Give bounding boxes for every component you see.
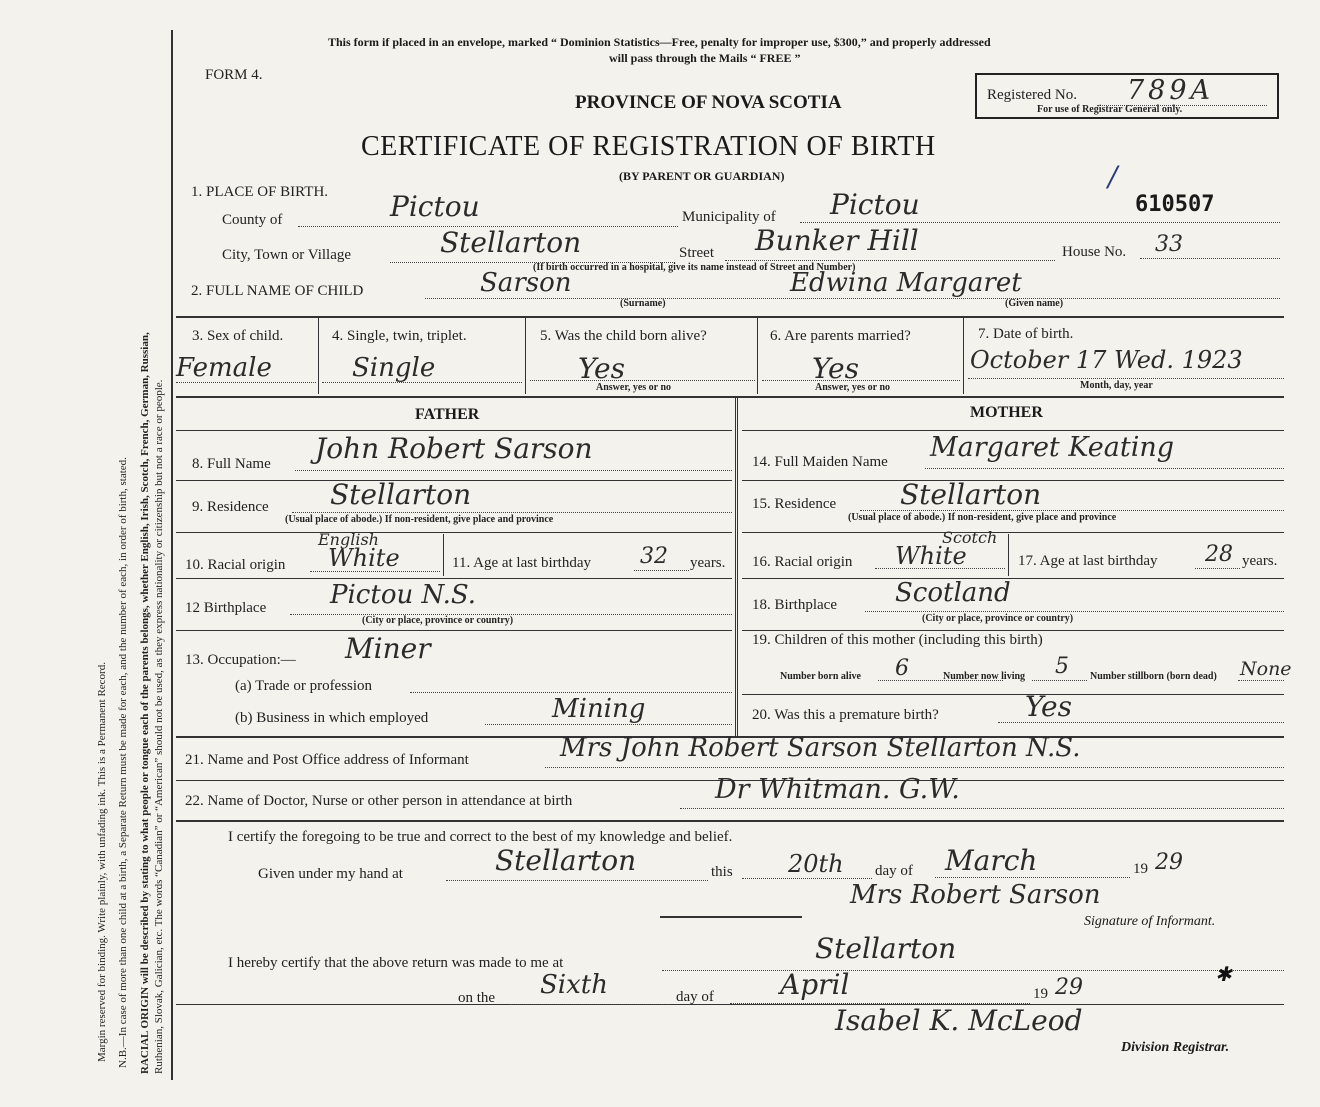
ink-tick-mark: / <box>1108 160 1118 193</box>
return-day-of-label: day of <box>676 989 714 1005</box>
county-label: County of <box>222 212 283 228</box>
mother-years-label: years. <box>1242 553 1278 569</box>
return-year-prefix: 19 <box>1033 986 1048 1002</box>
father-name-value: John Robert Sarson <box>315 432 593 465</box>
mother-racial-label: 16. Racial origin <box>752 554 853 570</box>
postal-notice-2: will pass through the Mails “ FREE ” <box>609 51 801 65</box>
plurality-value: Single <box>352 353 436 383</box>
stillborn-count: None <box>1240 658 1292 680</box>
plurality-label: 4. Single, twin, triplet. <box>332 328 467 344</box>
margin-nb-note: N.B.—In case of more than one child at a birth, a Separate Return must be made for each, and the number of each, in order of birth, stated. <box>117 457 129 1068</box>
dob-label: 7. Date of birth. <box>978 326 1074 342</box>
return-day-value: Sixth <box>540 970 608 1000</box>
mother-age-value: 28 <box>1205 542 1233 567</box>
mother-residence-value: Stellarton <box>900 478 1042 511</box>
postal-notice-1: This form if placed in an envelope, marked “ Dominion Statistics—Free, penalty for improper use, $300,” and properly addressed <box>328 35 991 49</box>
registrar-note: For use of Registrar General only. <box>1037 104 1183 115</box>
business-value: Mining <box>552 694 646 724</box>
mother-racial-value: White <box>895 542 967 570</box>
return-month-value: April <box>780 968 850 1001</box>
children-label: 19. Children of this mother (including this birth) <box>752 632 1043 648</box>
father-name-label: 8. Full Name <box>192 456 271 472</box>
father-birthplace-value: Pictou N.S. <box>330 580 476 610</box>
mother-birthplace-label: 18. Birthplace <box>752 597 837 613</box>
day-value: 20th <box>788 850 844 878</box>
registrar-caption: Division Registrar. <box>1121 1040 1230 1055</box>
mother-age-label: 17. Age at last birthday <box>1018 553 1158 569</box>
street-label: Street <box>679 245 714 261</box>
stamp-number: 610507 <box>1135 192 1215 217</box>
mother-racial-above: Scotch <box>942 528 998 547</box>
place-of-birth-label: 1. PLACE OF BIRTH. <box>191 184 329 200</box>
year-suffix: 29 <box>1155 850 1183 875</box>
margin-racial-note-2: Ruthenian, Slovak, Galician, etc. The words “Canadian” or “American” should not be used, as they express nationality or citizenship but not a race or people. <box>153 379 165 1074</box>
mother-name-value: Margaret Keating <box>930 432 1175 463</box>
sex-value: Female <box>176 353 272 383</box>
municipality-value: Pictou <box>830 188 920 221</box>
living-count-label: Number now living <box>943 671 1026 682</box>
margin-binding-note: Margin reserved for binding. Write plainly, with unfading ink. This is a Permanent Record. <box>96 662 108 1062</box>
father-racial-above: English <box>318 530 379 549</box>
given-place-value: Stellarton <box>495 844 637 877</box>
living-count: 5 <box>1055 654 1069 679</box>
on-the-label: on the <box>458 990 496 1006</box>
city-value: Stellarton <box>440 226 582 259</box>
month-value: March <box>945 844 1038 877</box>
city-label: City, Town or Village <box>222 247 352 263</box>
year-prefix: 19 <box>1133 861 1148 877</box>
certificate-subtitle: (BY PARENT OR GUARDIAN) <box>619 169 785 183</box>
parents-married-caption: Answer, yes or no <box>815 382 891 393</box>
born-alive-count: 6 <box>895 656 909 681</box>
doctor-label: 22. Name of Doctor, Nurse or other person in attendance at birth <box>185 793 573 809</box>
father-racial-label: 10. Racial origin <box>185 557 286 573</box>
born-alive-caption: Answer, yes or no <box>596 382 672 393</box>
day-of-label: day of <box>875 863 913 879</box>
surname-caption: (Surname) <box>620 298 666 309</box>
father-residence-value: Stellarton <box>330 478 472 511</box>
hospital-note: (If birth occurred in a hospital, give its name instead of Street and Number) <box>533 262 856 273</box>
father-residence-label: 9. Residence <box>192 499 269 515</box>
doctor-value: Dr Whitman. G.W. <box>715 774 960 805</box>
mother-name-label: 14. Full Maiden Name <box>752 454 888 470</box>
binding-margin-line <box>171 30 173 1080</box>
father-age-label: 11. Age at last birthday <box>452 555 591 571</box>
occupation-label: 13. Occupation:— <box>185 652 296 668</box>
registered-label: Registered No. <box>987 87 1077 103</box>
registered-value: 789A <box>1127 75 1215 106</box>
street-value: Bunker Hill <box>755 224 919 257</box>
return-year-suffix: 29 <box>1055 975 1083 1000</box>
father-age-value: 32 <box>640 544 668 569</box>
informant-signature: Mrs Robert Sarson <box>850 880 1101 910</box>
mother-residence-label: 15. Residence <box>752 496 837 512</box>
trade-label: (a) Trade or profession <box>235 678 373 694</box>
return-text: I hereby certify that the above return was made to me at <box>228 955 564 971</box>
certify-text: I certify the foregoing to be true and correct to the best of my knowledge and belief. <box>228 829 733 845</box>
margin-racial-note-1: RACIAL ORIGIN will be described by stating to what people or tongue each of the parents belongs, whether English, Irish, Scotch, French, German, Russian, <box>139 332 151 1074</box>
born-alive-label: 5. Was the child born alive? <box>540 328 707 344</box>
county-value: Pictou <box>390 190 480 223</box>
parents-married-label: 6. Are parents married? <box>770 328 911 344</box>
child-given-name: Edwina Margaret <box>790 268 1022 298</box>
certificate-title: CERTIFICATE OF REGISTRATION OF BIRTH <box>361 131 936 162</box>
ink-blot: ✱ <box>1215 962 1232 986</box>
father-birthplace-caption: (City or place, province or country) <box>362 615 514 626</box>
dob-caption: Month, day, year <box>1080 380 1153 391</box>
form-number: FORM 4. <box>205 67 263 83</box>
given-under-label: Given under my hand at <box>258 866 403 882</box>
born-alive-count-label: Number born alive <box>780 671 861 682</box>
house-label: House No. <box>1062 244 1127 260</box>
informant-value: Mrs John Robert Sarson Stellarton N.S. <box>560 733 1081 763</box>
informant-label: 21. Name and Post Office address of Informant <box>185 752 469 768</box>
father-residence-caption: (Usual place of abode.) If non-resident, give place and province <box>285 514 554 525</box>
municipality-label: Municipality of <box>682 209 776 225</box>
father-racial-value: White <box>328 544 400 572</box>
father-years-label: years. <box>690 555 726 571</box>
father-birthplace-label: 12 Birthplace <box>185 600 267 616</box>
given-caption: (Given name) <box>1005 298 1064 309</box>
sex-label: 3. Sex of child. <box>192 328 284 344</box>
child-name-label: 2. FULL NAME OF CHILD <box>191 283 364 299</box>
premature-value: Yes <box>1025 690 1072 723</box>
province-heading: PROVINCE OF NOVA SCOTIA <box>575 92 842 113</box>
stillborn-count-label: Number stillborn (born dead) <box>1090 671 1217 682</box>
mother-birthplace-caption: (City or place, province or country) <box>922 613 1074 624</box>
this-label: this <box>711 864 733 880</box>
born-alive-value: Yes <box>578 352 625 385</box>
mother-birthplace-value: Scotland <box>895 578 1011 608</box>
mother-residence-caption: (Usual place of abode.) If non-resident, give place and province <box>848 512 1117 523</box>
business-label: (b) Business in which employed <box>235 710 429 726</box>
dob-value: October 17 Wed. 1923 <box>970 346 1243 374</box>
occupation-value: Miner <box>345 632 431 665</box>
child-surname: Sarson <box>480 268 572 298</box>
informant-signature-caption: Signature of Informant. <box>1084 914 1216 929</box>
father-heading: FATHER <box>415 406 480 423</box>
return-place-value: Stellarton <box>815 932 957 965</box>
registered-box <box>975 73 1279 119</box>
parents-married-value: Yes <box>812 352 859 385</box>
registrar-signature: Isabel K. McLeod <box>835 1004 1083 1037</box>
house-value: 33 <box>1155 232 1183 257</box>
mother-heading: MOTHER <box>970 404 1043 421</box>
premature-label: 20. Was this a premature birth? <box>752 707 939 723</box>
